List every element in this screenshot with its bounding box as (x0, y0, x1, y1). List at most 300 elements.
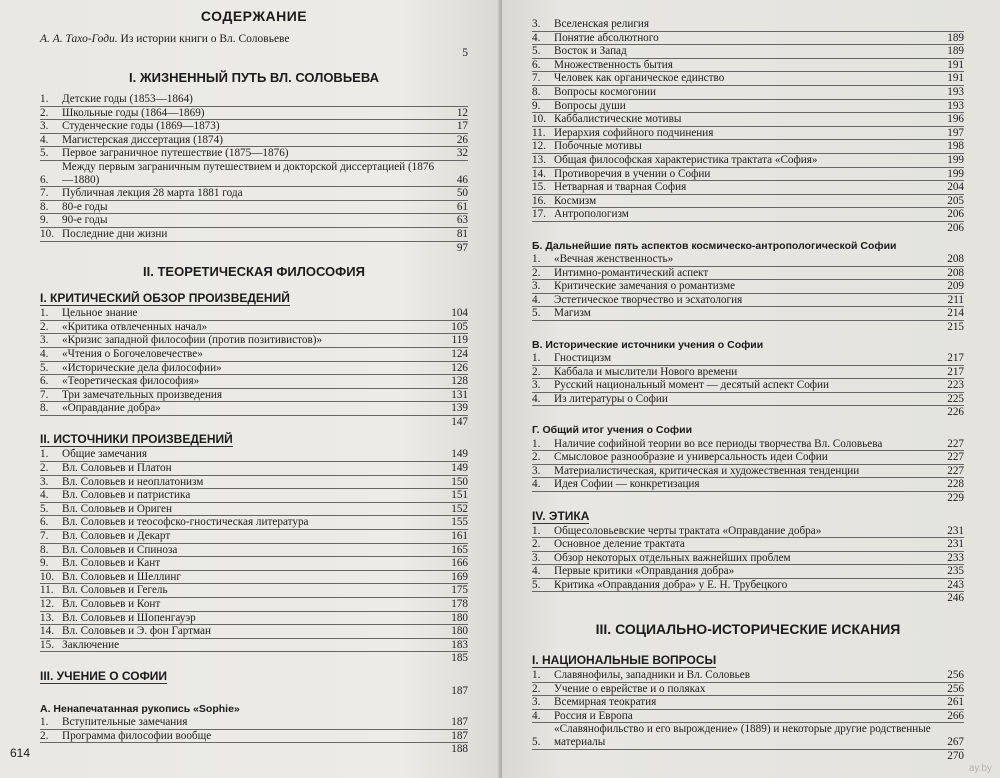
preface-author: А. А. Тахо-Годи. (40, 33, 118, 45)
toc-entry-page: 225 (947, 392, 964, 405)
toc-entry-title: Вопросы космогонии (554, 85, 657, 98)
toc-entry-number: 7. (40, 530, 49, 543)
toc-entry-title: «Вечная женственность» (554, 253, 674, 265)
watermark: ay.by (968, 763, 992, 774)
toc-entry-title: Нетварная и тварная София (554, 181, 687, 194)
toc-entry-number: 2. (40, 729, 49, 742)
toc-entry-page: 214 (947, 307, 964, 320)
toc-entry-title: Общая философская характеристика трактата «София» (554, 153, 818, 166)
toc-entry-page: 189 (947, 45, 964, 58)
part1-title: I. ЖИЗНЕННЫЙ ПУТЬ ВЛ. СОЛОВЬЕВА (129, 70, 379, 85)
subG-end-page: 229 (947, 491, 964, 504)
toc-entry-number: 5. (532, 578, 541, 591)
toc-entry-title: Вл. Соловьев и Ориген (62, 502, 172, 515)
toc-entry (40, 530, 468, 544)
toc-entry-number: 5. (532, 307, 541, 320)
toc-entry-page: 139 (451, 402, 468, 415)
toc-entry-title: Программа философии вообще (62, 729, 212, 742)
toc-entry-page: 149 (451, 462, 468, 475)
toc-entry-number: 12. (532, 140, 546, 153)
toc-entry-page: 206 (947, 208, 964, 221)
toc-entry-number: 16. (532, 194, 546, 207)
part2-sec3-title: III. УЧЕНИЕ О СОФИИ (40, 668, 168, 683)
toc-entry-number: 7. (40, 187, 49, 200)
toc-entry-number: 2. (532, 365, 541, 378)
part2-sec2-title: II. ИСТОЧНИКИ ПРОИЗВЕДЕНИЙ (40, 432, 233, 447)
toc-entry (40, 462, 468, 476)
toc-entry-number: 3. (40, 334, 49, 347)
toc-entry (40, 362, 468, 376)
toc-entry-title: Противоречия в учении о Софии (554, 167, 711, 180)
toc-entry-number: 1. (40, 448, 49, 461)
toc-entry-title: Основное деление трактата (554, 538, 685, 551)
toc-entry-number: 6. (40, 375, 49, 388)
ethics-title: IV. ЭТИКА (532, 508, 590, 523)
toc-entry-page: 126 (451, 361, 468, 374)
toc-entry-page: 227 (947, 451, 964, 464)
right-page (502, 0, 1000, 778)
toc-entry-title: Магизм (554, 307, 591, 320)
toc-entry-number: 13. (532, 153, 546, 166)
toc-entry-title: 90-е годы (62, 214, 108, 227)
ethics-list (532, 525, 964, 593)
toc-entry (40, 201, 468, 215)
toc-entry-number: 1. (532, 352, 541, 365)
subG-title: Г. Общий итог учения о Софии (532, 424, 693, 437)
toc-entry (40, 187, 468, 201)
toc-entry (40, 134, 468, 148)
toc-entry (532, 696, 964, 710)
toc-entry-page: 267 (947, 736, 964, 749)
toc-entry-number: 4. (532, 293, 541, 306)
toc-entry-page: 17 (456, 120, 468, 133)
toc-entry (40, 402, 468, 416)
toc-entry-number: 8. (532, 85, 541, 98)
toc-entry-page: 61 (456, 200, 468, 213)
toc-entry-title: Критика «Оправдания добра» у Е. Н. Трубецкого (554, 578, 788, 591)
toc-entry-page: 46 (456, 173, 468, 186)
toc-entry (532, 18, 964, 32)
toc-entry-number: 11. (40, 584, 54, 597)
toc-entry-title: 80-е годы (62, 200, 108, 213)
toc-entry-page: 199 (947, 167, 964, 180)
toc-entry-number: 1. (532, 669, 541, 682)
toc-entry-number: 5. (40, 502, 49, 515)
part3-title: III. СОЦИАЛЬНО-ИСТОРИЧЕСКИЕ ИСКАНИЯ (595, 621, 901, 638)
toc-entry-title: Между первым заграничным путешествием и докторской диссертацией (1876—1880) (62, 160, 435, 186)
toc-entry-number: 4. (532, 31, 541, 44)
toc-entry (532, 72, 964, 86)
toc-entry (532, 267, 964, 281)
part3-sec1-title: I. НАЦИОНАЛЬНЫЕ ВОПРОСЫ (532, 653, 717, 668)
toc-entry-number: 5. (532, 736, 541, 749)
toc-entry (532, 565, 964, 579)
toc-entry-number: 4. (532, 709, 541, 722)
toc-entry-title: Понятие абсолютного (554, 31, 659, 44)
toc-entry (532, 127, 964, 141)
toc-entry (532, 113, 964, 127)
toc-entry-page: 32 (456, 147, 468, 160)
toc-entry-page: 209 (947, 280, 964, 293)
part2-sec3-end-page: 187 (451, 684, 468, 697)
preface-page: 5 (462, 47, 468, 59)
toc-entry-page: 63 (456, 214, 468, 227)
part2-sec2-end-page: 185 (451, 652, 468, 665)
toc-entry (532, 723, 964, 749)
toc-entry-title: Учение о еврействе и о поляках (554, 682, 706, 695)
toc-entry (40, 612, 468, 626)
toc-entry (40, 348, 468, 362)
toc-entry-title: Вл. Соловьев и теософско-гностическая литература (62, 516, 309, 529)
toc-entry-number: 6. (40, 173, 49, 186)
toc-entry (532, 438, 964, 452)
toc-entry (532, 168, 964, 182)
toc-entry-page: 266 (947, 709, 964, 722)
toc-entry-title: Вл. Соловьев и неоплатонизм (62, 475, 204, 488)
toc-entry (40, 476, 468, 490)
toc-entry-page: 175 (451, 584, 468, 597)
toc-entry-page: 217 (947, 365, 964, 378)
toc-entry-number: 3. (532, 551, 541, 564)
toc-entry (40, 375, 468, 389)
toc-entry-number: 6. (40, 516, 49, 529)
toc-entry-number: 2. (40, 462, 49, 475)
toc-entry-number: 9. (40, 214, 49, 227)
toc-entry-number: 8. (40, 543, 49, 556)
toc-entry-title: Три замечательных произведения (62, 388, 223, 401)
toc-entry-title: Интимно-романтический аспект (554, 266, 709, 279)
toc-entry-page: 196 (947, 113, 964, 126)
toc-entry-title: Гностицизм (554, 352, 612, 365)
toc-entry-number: 17. (532, 208, 546, 221)
toc-entry-number: 5. (40, 361, 49, 374)
toc-entry (532, 451, 964, 465)
toc-entry-title: Вл. Соловьев и Э. фон Гартман (62, 625, 211, 638)
toc-entry (40, 307, 468, 321)
toc-entry (40, 625, 468, 639)
toc-entry-number: 4. (532, 392, 541, 405)
toc-entry-page: 26 (456, 133, 468, 146)
toc-entry-page: 223 (947, 379, 964, 392)
subB-list (532, 253, 964, 321)
toc-entry-number: 6. (532, 58, 541, 71)
toc-entry (532, 352, 964, 366)
toc-entry (532, 307, 964, 321)
toc-entry-page: 208 (947, 253, 964, 265)
toc-entry-page: 193 (947, 85, 964, 98)
toc-entry-page: 231 (947, 538, 964, 551)
toc-entry-page: 231 (947, 524, 964, 537)
toc-entry-number: 4. (532, 478, 541, 491)
toc-entry-title: Вл. Соловьев и Спиноза (62, 543, 178, 556)
toc-entry-title: Вл. Соловьев и Конт (62, 598, 161, 610)
toc-entry-number: 2. (532, 538, 541, 551)
toc-entry-title: Материалистическая, критическая и художественная тенденции (554, 464, 860, 477)
toc-entry-title: Публичная лекция 28 марта 1881 года (62, 187, 243, 200)
toc-entry-title: Вл. Соловьев и Платон (62, 462, 172, 475)
toc-entry-number: 1. (40, 307, 49, 320)
part2-sec2-list (40, 448, 468, 652)
toc-entry-page: 50 (456, 187, 468, 200)
toc-entry-page: 151 (451, 489, 468, 502)
toc-entry-number: 5. (532, 45, 541, 58)
toc-entry (40, 557, 468, 571)
toc-entry-page: 228 (947, 478, 964, 491)
toc-entry-page: 227 (947, 437, 964, 450)
toc-entry-page: 256 (947, 669, 964, 682)
toc-entry-number: 8. (40, 200, 49, 213)
toc-entry-number: 7. (40, 388, 49, 401)
toc-entry-title: Из литературы о Софии (554, 392, 668, 405)
toc-entry-page: 204 (947, 181, 964, 194)
toc-entry (40, 598, 468, 612)
toc-entry-page: 198 (947, 140, 964, 153)
toc-entry (532, 59, 964, 73)
toc-entry-number: 3. (532, 696, 541, 709)
toc-entry (532, 181, 964, 195)
toc-entry-number: 13. (40, 611, 54, 624)
toc-entry-number: 1. (532, 437, 541, 450)
toc-entry (532, 669, 964, 683)
toc-entry-number: 14. (532, 167, 546, 180)
toc-entry-number: 1. (40, 716, 49, 729)
toc-entry-number: 15. (532, 181, 546, 194)
toc-entry (532, 208, 964, 222)
toc-entry-title: «Славянофильство и его вырождение» (1889) и некоторые другие родственные материалы (554, 723, 931, 749)
toc-entry-title: Вопросы души (554, 99, 626, 112)
toc-entry-number: 4. (40, 133, 49, 146)
toc-entry (532, 710, 964, 724)
toc-entry-page: 191 (947, 58, 964, 71)
toc-entry-title: Восток и Запад (554, 45, 627, 58)
toc-entry (532, 45, 964, 59)
toc-entry-title: Каббала и мыслители Нового времени (554, 365, 738, 378)
toc-entry (40, 93, 468, 107)
toc-entry-title: Славянофилы, западники и Вл. Соловьев (554, 669, 751, 682)
toc-entry-number: 10. (40, 227, 54, 240)
toc-entry-page: 180 (451, 625, 468, 638)
toc-entry-number: 3. (532, 280, 541, 293)
toc-entry-page: 183 (451, 638, 468, 651)
toc-entry (532, 280, 964, 294)
part3-sec1-end-page: 270 (947, 749, 964, 762)
subB-title: Б. Дальнейшие пять аспектов космическо-антропологической Софии (532, 239, 897, 252)
toc-entry-title: Общесоловьевские черты трактата «Оправдание добра» (554, 524, 822, 537)
toc-entry (40, 489, 468, 503)
toc-entry-title: Русский национальный момент — десятый аспект Софии (554, 379, 830, 392)
toc-entry-title: Первые критики «Оправдания добра» (554, 565, 735, 578)
toc-entry (532, 100, 964, 114)
toc-entry-title: Вселенская религия (554, 18, 650, 30)
toc-entry-number: 1. (532, 524, 541, 537)
toc-entry (40, 321, 468, 335)
toc-entry-number: 4. (40, 489, 49, 502)
toc-entry-title: Детские годы (1853—1864) (62, 93, 193, 105)
toc-entry (532, 552, 964, 566)
toc-entry-title: «Теоретическая философия» (62, 375, 200, 388)
toc-entry (40, 571, 468, 585)
toc-entry (40, 334, 468, 348)
toc-entry-number: 4. (40, 347, 49, 360)
toc-entry-page: 187 (451, 716, 468, 729)
toc-entry-page: 189 (947, 31, 964, 44)
toc-entry (40, 147, 468, 161)
toc-entry-page: 149 (451, 448, 468, 461)
toc-entry-number: 2. (532, 682, 541, 695)
part1-end-page: 97 (456, 241, 468, 254)
toc-entry-title: Вл. Соловьев и Декарт (62, 530, 171, 543)
subV-end-page: 226 (947, 406, 964, 419)
toc-entry-title: Студенческие годы (1869—1873) (62, 120, 220, 133)
toc-entry-page: 81 (456, 227, 468, 240)
toc-entry-page: 235 (947, 565, 964, 578)
toc-entry-number: 10. (40, 570, 54, 583)
toc-entry-page: 199 (947, 153, 964, 166)
toc-entry-number: 3. (532, 379, 541, 392)
toc-entry (40, 716, 468, 730)
toc-entry (532, 154, 964, 168)
toc-entry-number: 4. (532, 565, 541, 578)
subV-list (532, 352, 964, 406)
toc-entry-page: 119 (451, 334, 468, 347)
toc-entry-title: Человек как органическое единство (554, 72, 725, 85)
toc-entry-title: Вл. Соловьев и патристика (62, 489, 191, 502)
subB-end-page: 215 (947, 320, 964, 333)
toc-entry-number: 2. (40, 320, 49, 333)
subA-title: А. Ненапечатанная рукопись «Sophie» (40, 702, 240, 715)
toc-entry-title: Общие замечания (62, 448, 147, 461)
toc-entry-page: 256 (947, 682, 964, 695)
toc-entry-page: 166 (451, 557, 468, 570)
subV-title: В. Исторические источники учения о Софии (532, 338, 764, 351)
toc-entry-page: 205 (947, 194, 964, 207)
toc-entry-number: 11. (532, 126, 546, 139)
toc-entry-number: 9. (532, 99, 541, 112)
part2-sec1-title: I. КРИТИЧЕСКИЙ ОБЗОР ПРОИЗВЕДЕНИЙ (40, 291, 290, 306)
toc-entry-title: Цельное знание (62, 307, 138, 320)
toc-entry-page: 124 (451, 347, 468, 360)
toc-entry (532, 393, 964, 407)
toc-entry (532, 465, 964, 479)
toc-entry-page: 152 (451, 502, 468, 515)
toc-entry-title: Первое заграничное путешествие (1875—1876) (62, 147, 289, 160)
toc-entry-title: Множественность бытия (554, 58, 673, 71)
toc-entry-number: 1. (40, 93, 49, 105)
subA-continued-list (532, 18, 964, 222)
toc-entry-title: Наличие софийной теории во все периоды творчества Вл. Соловьева (554, 437, 883, 450)
toc-entry-title: Всемирная теократия (554, 696, 657, 709)
toc-entry (532, 683, 964, 697)
toc-entry (40, 544, 468, 558)
toc-entry-title: «Исторические дела философии» (62, 361, 222, 374)
toc-entry (40, 639, 468, 653)
toc-entry-page: 155 (451, 516, 468, 529)
toc-entry-title: Каббалистические мотивы (554, 113, 682, 126)
part1-list (40, 93, 468, 242)
toc-entry-title: Иерархия софийного подчинения (554, 126, 714, 139)
toc-entry (532, 294, 964, 308)
preface-text: Из истории книги о Вл. Соловьеве (120, 33, 290, 45)
toc-entry (532, 140, 964, 154)
toc-entry-title: Вл. Соловьев и Шеллинг (62, 570, 181, 583)
subA-page-end: 188 (451, 743, 468, 756)
toc-entry-number: 3. (532, 464, 541, 477)
toc-entry-title: Обзор некоторых отдельных важнейших проблем (554, 551, 791, 564)
toc-entry-page: 191 (947, 72, 964, 85)
toc-entry-title: Вступительные замечания (62, 716, 188, 729)
toc-entry-page: 208 (947, 266, 964, 279)
toc-entry-number: 12. (40, 598, 54, 610)
toc-entry-page: 211 (947, 293, 964, 306)
toc-entry-title: Побочные мотивы (554, 140, 642, 153)
toc-entry-title: Школьные годы (1864—1869) (62, 106, 205, 119)
toc-entry-title: «Оправдание добра» (62, 402, 161, 415)
toc-entry-title: Магистерская диссертация (1874) (62, 133, 223, 146)
toc-entry (40, 584, 468, 598)
toc-entry (532, 379, 964, 393)
toc-entry (40, 228, 468, 242)
toc-entry-page: 12 (456, 106, 468, 119)
toc-entry-number: 1. (532, 253, 541, 265)
toc-entry-title: Вл. Соловьев и Шопенгауэр (62, 611, 196, 624)
toc-entry (40, 389, 468, 403)
toc-entry-page: 150 (451, 475, 468, 488)
toc-entry-page: 105 (451, 320, 468, 333)
toc-entry-page: 243 (947, 578, 964, 591)
toc-entry-title: Космизм (554, 194, 597, 207)
toc-entry (40, 214, 468, 228)
toc-entry (532, 366, 964, 380)
toc-entry (532, 253, 964, 267)
toc-entry (532, 579, 964, 593)
toc-entry (532, 32, 964, 46)
toc-entry-number: 14. (40, 625, 54, 638)
toc-entry-number: 2. (532, 266, 541, 279)
subA-list (40, 716, 468, 743)
toc-entry-page: 131 (451, 388, 468, 401)
toc-entry (40, 730, 468, 744)
toc-entry-title: Смысловое разнообразие и универсальность идеи Софии (554, 451, 828, 464)
toc-entry-number: 10. (532, 113, 546, 126)
toc-entry-title: «Критика отвлеченных начал» (62, 320, 208, 333)
toc-entry-page: 178 (451, 598, 468, 610)
toc-entry-page: 193 (947, 99, 964, 112)
toc-entry-page: 169 (451, 570, 468, 583)
toc-entry-number: 3. (40, 120, 49, 133)
toc-entry-title: «Чтения о Богочеловечестве» (62, 347, 203, 360)
toc-entry-page: 217 (947, 352, 964, 365)
toc-entry-title: Заключение (62, 638, 120, 651)
page-number: 614 (10, 746, 31, 760)
ethics-end-page: 246 (947, 592, 964, 605)
toc-entry (532, 478, 964, 492)
toc-entry-title: Антропологизм (554, 208, 629, 221)
toc-entry (532, 538, 964, 552)
toc-entry-title: Идея Софии — конкретизация (554, 478, 700, 491)
toc-entry-page: 104 (451, 307, 468, 320)
part2-sec1-list (40, 307, 468, 416)
preface-entry (40, 32, 468, 46)
toc-entry-page: 233 (947, 551, 964, 564)
contents-title: СОДЕРЖАНИЕ (200, 8, 308, 24)
toc-entry-page: 180 (451, 611, 468, 624)
toc-entry (532, 525, 964, 539)
toc-entry-page: 187 (451, 729, 468, 742)
toc-entry-title: Эстетическое творчество и эсхатология (554, 293, 743, 306)
toc-entry-title: Россия и Европа (554, 709, 633, 722)
toc-entry-page: 128 (451, 375, 468, 388)
toc-entry-title: Вл. Соловьев и Кант (62, 557, 161, 570)
